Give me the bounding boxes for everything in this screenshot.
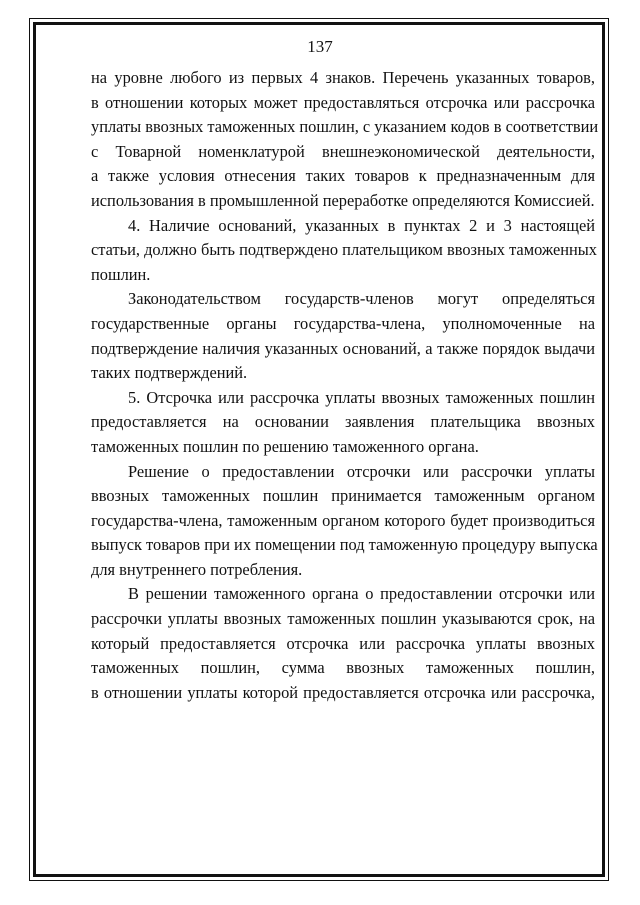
text-line: для внутреннего потребления. — [91, 559, 303, 579]
paragraph — [91, 386, 595, 460]
text-line: таможенных пошлин, сумма ввозных таможенных пошлин, — [91, 658, 595, 678]
text-line: который предоставляется отсрочка или рассрочка уплаты ввозных — [91, 633, 595, 653]
text-line: уплаты ввозных таможенных пошлин, с указанием кодов в соответствии — [91, 117, 599, 137]
text-line: государства-члена, таможенным органом которого будет производиться — [91, 510, 595, 530]
paragraph — [91, 287, 595, 385]
text-line: использования в промышленной переработке определяются Комиссией. — [91, 190, 595, 210]
document-body — [91, 66, 599, 705]
text-line: в отношении уплаты которой предоставляется отсрочка или рассрочка, — [91, 682, 595, 702]
text-line: Законодательством государств-членов могут определяться — [128, 289, 595, 309]
paragraph — [91, 66, 599, 214]
text-line: таких подтверждений. — [91, 363, 248, 383]
text-line: 4. Наличие оснований, указанных в пунктах 2 и 3 настоящей — [128, 215, 595, 235]
text-line: а также условия отнесения таких товаров к предназначенным для — [91, 166, 595, 186]
paragraph — [91, 214, 595, 288]
text-line: в отношении которых может предоставляться отсрочка или рассрочка — [91, 92, 595, 112]
text-line: таможенных пошлин по решению таможенного органа. — [91, 436, 479, 456]
text-line: государственные органы государства-члена, уполномоченные на — [91, 313, 595, 333]
text-line: ввозных таможенных пошлин принимается таможенным органом — [91, 486, 595, 506]
text-line: В решении таможенного органа о предоставлении отсрочки или — [128, 584, 595, 604]
paragraph — [91, 582, 595, 705]
text-line: с Товарной номенклатурой внешнеэкономической деятельности, — [91, 141, 595, 161]
text-line: подтверждение наличия указанных оснований, а также порядок выдачи — [91, 338, 595, 358]
text-line: 5. Отсрочка или рассрочка уплаты ввозных таможенных пошлин — [128, 387, 595, 407]
text-line: пошлин. — [91, 264, 151, 284]
text-line: рассрочки уплаты ввозных таможенных пошлин указываются срок, на — [91, 609, 595, 629]
text-line: Решение о предоставлении отсрочки или рассрочки уплаты — [128, 461, 595, 481]
text-line: статьи, должно быть подтверждено плательщиком ввозных таможенных — [91, 240, 597, 260]
page-number: 137 — [307, 37, 333, 56]
text-line: предоставляется на основании заявления плательщика ввозных — [91, 412, 595, 432]
text-line: на уровне любого из первых 4 знаков. Перечень указанных товаров, — [91, 68, 595, 87]
paragraph — [91, 460, 598, 583]
text-line: выпуск товаров при их помещении под таможенную процедуру выпуска — [91, 535, 598, 555]
